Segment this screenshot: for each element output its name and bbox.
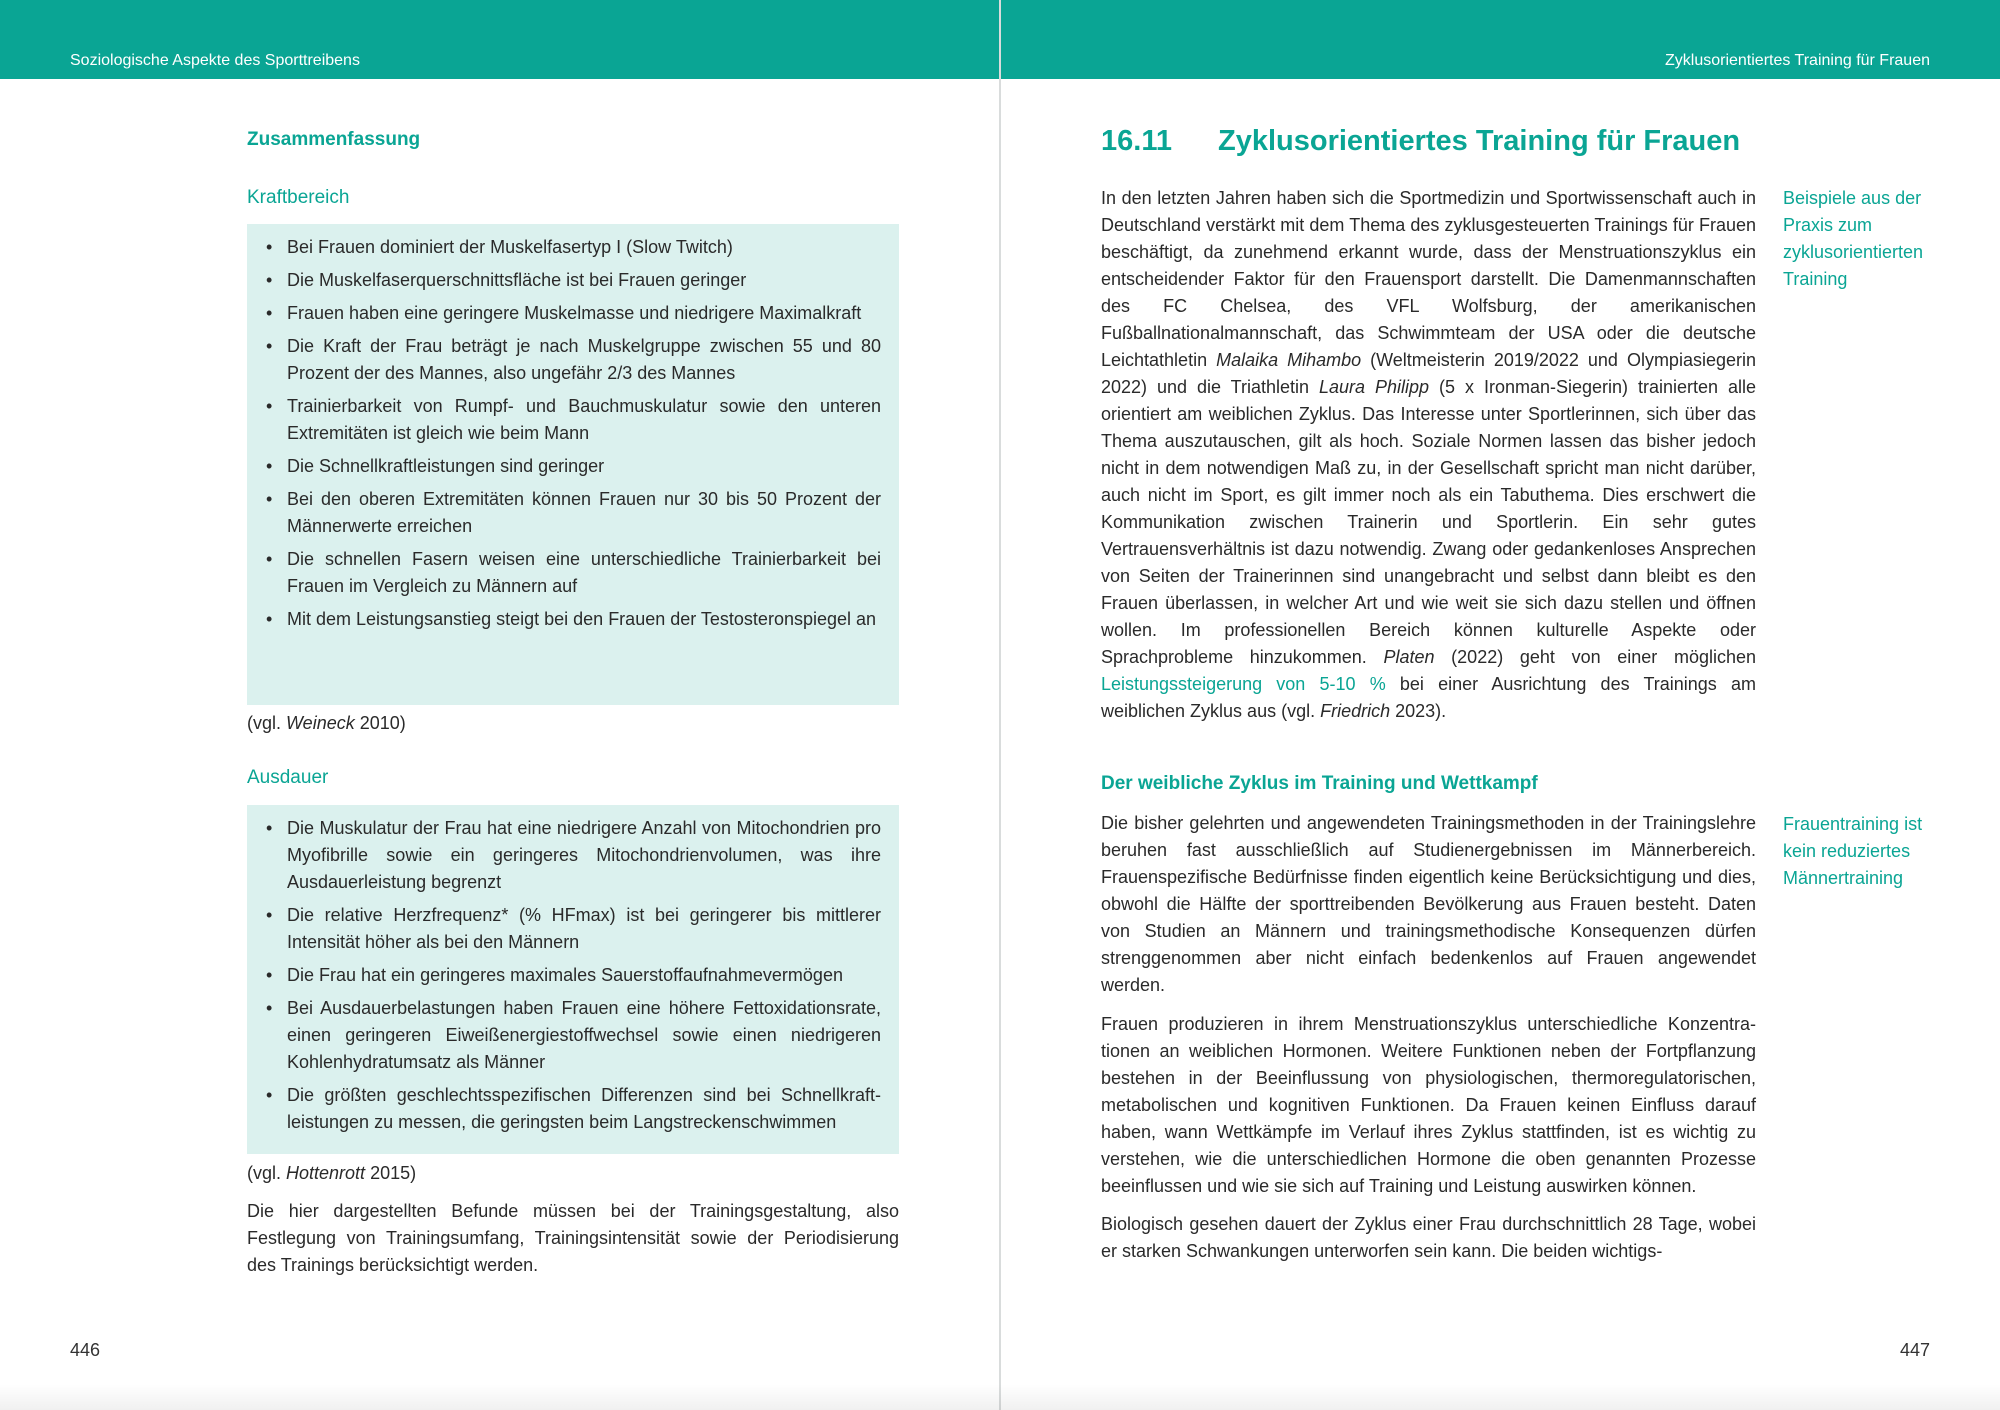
list-item: • Bei den oberen Extremitäten können Frauen nur 30 bis 50 Prozent der Männerwerte erreichen: [247, 486, 899, 540]
list-item: • Die relative Herzfrequenz* (% HFmax) ist bei geringerer bis mittlerer Intensität höher als bei den Männern: [247, 902, 899, 956]
person-name: Laura Philipp: [1319, 377, 1430, 397]
section-paragraph-2: Frauen produzieren in ihrem Menstruationszyklus unterschiedliche Konzentrationen an weiblichen Hormonen. Weitere Funktionen neben der Fortpflanzung bestehen in der Beeinflussung von physiologischen, thermoregulatorischen, metabolischen und kognitiven Funktionen. Da Frauen keinen Einfluss darauf haben, wann Wettkämpfe im Verlauf ihres Zyklus stattfinden, ist es wichtig zu verstehen, wie die unterschiedlichen Hormone die oben genannten Prozesse beeinflussen und wie sie sich auf Training und Leistung auswirken können.: [1101, 1014, 1756, 1196]
section-paragraph-3: Biologisch gesehen dauert der Zyklus einer Frau durchschnittlich 28 Tage, wobei er starken Schwankungen unterworfen sein kann. Die beiden wichtigs-: [1101, 1214, 1756, 1261]
chapter-number: 16.11: [1101, 125, 1172, 157]
page-number-left: 446: [70, 1340, 101, 1360]
list-item: • Die größten geschlechtsspezifischen Differenzen sind bei Schnellkraftleistungen zu messen, die geringsten beim Langstreckenschwimmen: [247, 1082, 899, 1136]
list-item: • Die Frau hat ein geringeres maximales Sauerstoffaufnahmevermögen: [247, 962, 899, 989]
person-name: Friedrich: [1320, 701, 1391, 721]
bullet-icon: •: [266, 998, 273, 1018]
highlighted-term: Leistungssteigerung von 5-10 %: [1101, 674, 1386, 694]
kraft-summary-box: [247, 224, 899, 705]
kraft-citation: (vgl. Weineck 2010): [247, 713, 406, 733]
list-item: • Die schnellen Fasern weisen eine unterschiedliche Trainierbarkeit bei Frauen im Vergleich zu Männern auf: [247, 546, 899, 600]
margin-note-womens-training: Frauentraining ist kein reduziertes Männertraining: [1783, 814, 1923, 888]
ausdauer-heading: Ausdauer: [247, 767, 329, 788]
person-name: Platen: [1383, 647, 1435, 667]
bullet-icon: •: [266, 270, 273, 290]
list-item: • Mit dem Leistungsanstieg steigt bei den Frauen der Testosteronspiegel an: [247, 606, 899, 633]
list-item: • Bei Frauen dominiert der Muskelfasertyp I (Slow Twitch): [247, 234, 899, 261]
list-item: • Trainierbarkeit von Rumpf- und Bauchmuskulatur sowie den unteren Extremitäten ist gleich wie beim Mann: [247, 393, 899, 447]
bullet-icon: •: [266, 489, 273, 509]
bullet-icon: •: [266, 336, 273, 356]
section-paragraph-1: Die bisher gelehrten und angewendeten Trainingsmethoden in der Trainingslehre beruhen fast ausschließlich auf Studienergebnissen im Männerbereich. Frauenspezifische Bedürfnisse finden eigentlich keine Berücksichtigung und dies, obwohl die Hälfte der sporttreibenden Bevölkerung aus Frauen besteht. Daten von Studien an Männern und trainingsmethodische Konsequenzen dürfen strenggenommen aber nicht einfach bedenkenlos auf Frauen angewendet werden.: [1101, 813, 1756, 995]
page-number-right: 447: [1899, 1340, 1930, 1360]
bullet-icon: •: [266, 965, 273, 985]
intro-paragraph: In den letzten Jahren haben sich die Sportmedizin und Sportwissenschaft auch in Deutschland verstärkt mit dem Thema des zyklusgesteuerten Trainings für Frauen beschäftigt, da zunehmend erkannt wurde, dass der Menstruationszyklus ein entscheidender Faktor für den Frauensport darstellt. Die Damenmannschaften des FC Chelsea, des VFL Wolfsburg, der amerikanischen Fußballnationalmannschaft, das Schwimmteam der USA oder die deutsche Leichtathletin Malaika Mihambo (Weltmeisterin 2019/2022 und Olympiasiegerin 2022) und die Triathletin Laura Philipp (5 x Ironman-Siegerin) trainierten alle orientiert am weiblichen Zyklus. Das Interesse unter Sportlerinnen, sich über das Thema auszutauschen, gilt als hoch. Soziale Normen lassen das bisher jedoch nicht in dem notwendigen Maß zu, in der Gesellschaft spricht man nicht darüber, auch nicht im Sport, es gilt immer noch als ein Tabuthema. Dies erschwert die Kommunikation zwischen Trainerin und Sportlerin. Ein sehr gutes Vertrauensverhältnis ist dazu notwendig. Zwang oder gedankenloses Ansprechen von Seiten der Trainerinnen sind unangebracht und selbst dann bleibt es den Frauen überlassen, in welcher Art und wie weit sie sich dazu stellen und öffnen wollen. Im professionellen Bereich können kulturelle Aspekte oder Sprachprobleme hinzukommen. Platen (2022) geht von einer möglichen Leistungssteigerung von 5-10 % bei einer Ausrichtung des Trainings am weiblichen Zyklus aus (vgl. Friedrich 2023).: [1101, 188, 1757, 721]
running-head-left: Soziologische Aspekte des Sporttreibens: [70, 52, 360, 69]
ausdauer-list: [247, 815, 899, 1136]
kraft-list: [247, 234, 899, 633]
bullet-icon: •: [266, 609, 273, 629]
kraft-heading: Kraftbereich: [247, 187, 350, 208]
bullet-icon: •: [266, 905, 273, 925]
citation-author: Hottenrott: [286, 1163, 366, 1183]
bullet-icon: •: [266, 549, 273, 569]
list-item: • Die Muskulatur der Frau hat eine niedrigere Anzahl von Mitochondrien pro Myofibrille sowie ein geringeres Mitochondrienvolumen, was ihre Ausdauerleistung begrenzt: [247, 815, 899, 896]
closing-paragraph: Die hier dargestellten Befunde müssen bei der Trainingsgestaltung, also Festlegung von Trainingsumfang, Trainingsintensität sowie der Periodisierung des Trainings berücksichtigt werden.: [247, 1201, 899, 1275]
bullet-icon: •: [266, 818, 273, 838]
person-name: Malaika Mihambo: [1216, 350, 1362, 370]
bullet-icon: •: [266, 396, 273, 416]
chapter-heading: [1101, 125, 1740, 158]
page-bottom-shadow: [0, 1384, 2000, 1410]
chapter-title: Zyklusorientiertes Training für Frauen: [1218, 125, 1741, 157]
running-head-right: Zyklusorientiertes Training für Frauen: [1665, 52, 1930, 69]
ausdauer-citation: (vgl. Hottenrott 2015): [247, 1163, 417, 1183]
list-item: • Die Schnellkraftleistungen sind geringer: [247, 453, 899, 480]
section-heading: Der weibliche Zyklus im Training und Wettkampf: [1101, 773, 1538, 794]
citation-author: Weineck: [286, 713, 355, 733]
list-item: • Frauen haben eine geringere Muskelmasse und niedrigere Maximalkraft: [247, 300, 899, 327]
bullet-icon: •: [266, 456, 273, 476]
bullet-icon: •: [266, 1085, 273, 1105]
ausdauer-summary-box: [247, 805, 899, 1154]
header-band-right: [1001, 0, 2000, 79]
margin-note-practice-examples: Beispiele aus der Praxis zum zyklusorientierten Training: [1783, 188, 1924, 289]
list-item: • Die Muskelfaserquerschnittsfläche ist bei Frauen geringer: [247, 267, 899, 294]
bullet-icon: •: [266, 303, 273, 323]
list-item: • Die Kraft der Frau beträgt je nach Muskelgruppe zwischen 55 und 80 Prozent der des Mannes, also ungefähr 2/3 des Mannes: [247, 333, 899, 387]
summary-heading: Zusammenfassung: [247, 129, 421, 150]
right-page: [1001, 0, 2000, 1410]
bullet-icon: •: [266, 237, 273, 257]
list-item: • Bei Ausdauerbelastungen haben Frauen eine höhere Fettoxidationsrate, einen geringeren Eiweißenergiestoffwechsel sowie einen niedrigeren Kohlenhydratumsatz als Männer: [247, 995, 899, 1076]
header-band-left: [0, 0, 999, 79]
left-page: [0, 0, 999, 1410]
